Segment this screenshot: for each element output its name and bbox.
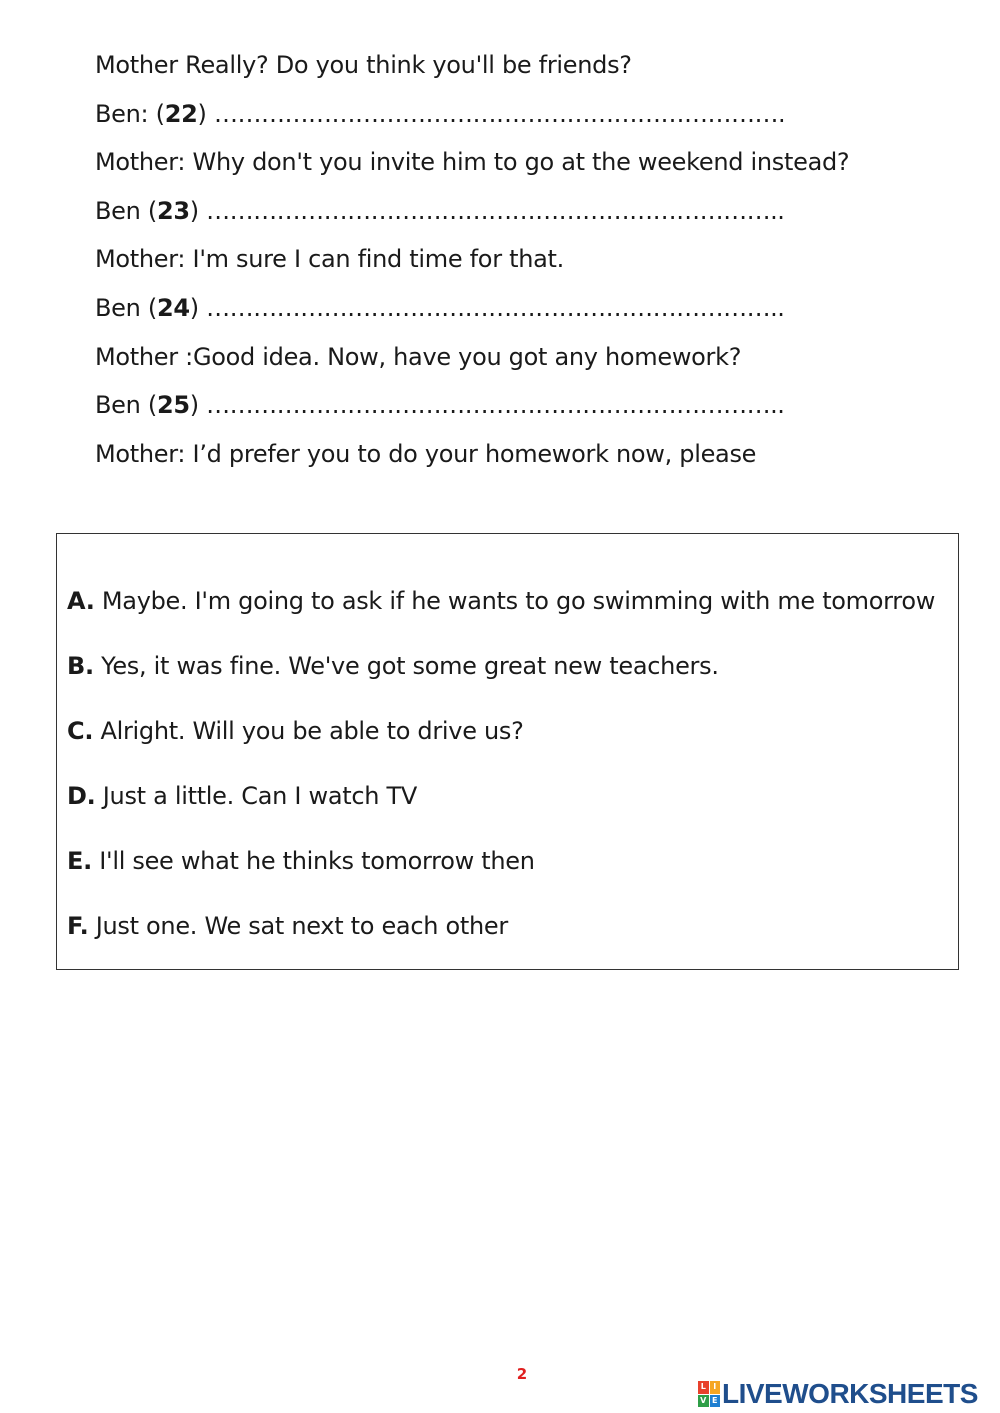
dialogue-line	[95, 238, 975, 287]
options-list	[67, 569, 957, 959]
option-a	[67, 569, 957, 634]
option-letter: D.	[67, 782, 96, 810]
option-text: Just one. We sat next to each other	[88, 912, 508, 940]
question-number: 22	[164, 99, 198, 128]
logo-letter: I	[710, 1381, 721, 1394]
option-e	[67, 829, 957, 894]
answer-blank-22[interactable]: ……………………………………………………………….	[213, 99, 786, 128]
logo-letter: V	[698, 1395, 709, 1408]
brand-name: LIVEWORKSHEETS	[722, 1378, 978, 1409]
dialogue-text: Mother :Good idea. Now, have you got any homework?	[95, 342, 742, 371]
number-close: )	[189, 391, 207, 420]
speaker-label: Ben: (	[95, 99, 165, 128]
option-letter: C.	[67, 717, 94, 745]
question-number: 23	[156, 196, 190, 225]
option-c	[67, 699, 957, 764]
option-text: Just a little. Can I watch TV	[95, 782, 417, 810]
answer-blank-23[interactable]: ………………………………………………………………..	[206, 196, 785, 225]
question-number: 25	[156, 391, 190, 420]
speaker-label: Ben (	[95, 391, 157, 420]
liveworksheets-logo[interactable]	[698, 1378, 978, 1410]
number-close: )	[189, 293, 207, 322]
dialogue-line	[95, 141, 975, 190]
option-letter: A.	[67, 587, 95, 615]
logo-letter: L	[698, 1381, 709, 1394]
dialogue	[95, 44, 975, 481]
option-text: I'll see what he thinks tomorrow then	[91, 847, 535, 875]
answer-blank-24[interactable]: ………………………………………………………………..	[206, 293, 785, 322]
option-text: Maybe. I'm going to ask if he wants to go swimming with me tomorrow	[94, 587, 936, 615]
option-b	[67, 634, 957, 699]
speaker-label: Ben (	[95, 293, 157, 322]
speaker-label: Ben (	[95, 196, 157, 225]
option-letter: B.	[67, 652, 94, 680]
dialogue-text: Mother Really? Do you think you'll be friends?	[95, 51, 632, 79]
options-box	[56, 533, 959, 970]
number-close: )	[197, 99, 214, 128]
number-close: )	[189, 196, 207, 225]
live-blocks-icon	[698, 1381, 720, 1407]
logo-letter: E	[710, 1395, 721, 1408]
option-d	[67, 764, 957, 829]
option-letter: F.	[67, 912, 89, 940]
page-number: 2	[516, 1365, 528, 1383]
answer-line-23[interactable]	[95, 190, 975, 239]
dialogue-line	[95, 336, 975, 385]
option-text: Yes, it was fine. We've got some great new teachers.	[93, 652, 719, 680]
answer-line-25[interactable]	[95, 384, 975, 433]
dialogue-text: Mother: I’d prefer you to do your homework now, please	[95, 439, 757, 468]
answer-line-22[interactable]	[95, 93, 975, 142]
dialogue-line	[95, 433, 975, 482]
dialogue-line	[95, 44, 975, 93]
dialogue-text: Mother: Why don't you invite him to go at the weekend instead?	[95, 148, 850, 177]
answer-blank-25[interactable]: ………………………………………………………………..	[206, 391, 785, 420]
option-text: Alright. Will you be able to drive us?	[93, 717, 524, 745]
question-number: 24	[156, 293, 190, 322]
option-f	[67, 894, 957, 959]
answer-line-24[interactable]	[95, 287, 975, 336]
dialogue-text: Mother: I'm sure I can find time for that.	[95, 245, 564, 274]
option-letter: E.	[67, 847, 92, 875]
